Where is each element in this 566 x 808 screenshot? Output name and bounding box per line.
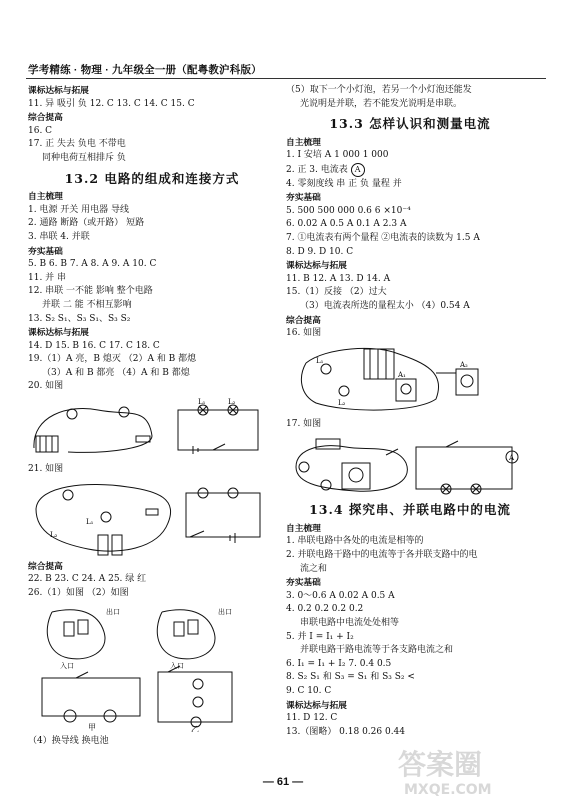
section-label: 课标达标与拓展 (286, 699, 347, 710)
section-label: 课标达标与拓展 (28, 327, 89, 338)
entry-label: 入口 (60, 662, 74, 671)
answer-line: 串联电路中电流处处相等 (300, 618, 400, 629)
left-column (28, 84, 276, 749)
answer-line: （3）电流表所选的量程太小 （4）0.54 A (300, 300, 470, 311)
answer-line: 11. 异 吸引 负 12. C 13. C 14. C 15. C (28, 98, 195, 109)
answer-text: 2. 正 3. 电流表 (286, 164, 348, 175)
answer-line: 20. 如图 (28, 381, 64, 392)
svg-text:L₁: L₁ (316, 356, 324, 365)
section-label: 自主梳理 (28, 191, 63, 202)
answer-line: 并联 二 能 不相互影响 (42, 299, 132, 310)
section-label: 综合提高 (286, 314, 321, 325)
svg-text:A₁: A₁ (398, 370, 406, 379)
answer-line: 2. 并联电路干路中的电流等于各并联支路中的电 (286, 550, 478, 561)
answer-line: 14. D 15. B 16. C 17. C 18. C (28, 340, 160, 351)
figure-caption-jia: 甲 (88, 723, 96, 733)
answer-line: 13. S₂ S₁、S₃ S₁、S₃ S₂ (28, 313, 131, 324)
answer-line: 1. 电源 开关 用电器 导线 (28, 204, 130, 215)
entry-label: 入口 (170, 662, 184, 671)
watermark-logo (394, 742, 544, 798)
answer-line: 19.（1）A 亮，B 熄灭 （2）A 和 B 都熄 (28, 354, 197, 365)
right-column (286, 84, 534, 739)
answer-line: 12. 串联 一不能 影响 整个电路 (28, 286, 153, 297)
answer-line: 8. D 9. D 10. C (286, 246, 354, 257)
answer-line: 16. 如图 (286, 328, 322, 339)
svg-text:L₁: L₁ (86, 517, 94, 526)
section-heading-13-3: 13.3 怎样认识和测量电流 (329, 116, 491, 132)
answer-line: 17. 如图 (286, 418, 322, 429)
answer-line: 15.（1）反接 （2）过大 (286, 287, 387, 298)
svg-text:答案圈: 答案圈 (398, 748, 483, 781)
answer-line: 同种电荷互相排斥 负 (42, 152, 126, 163)
section-heading-13-4: 13.4 探究串、并联电路中的电流 (309, 502, 511, 518)
figure-caption-yi: 乙 (191, 725, 199, 733)
section-label: 课标达标与拓展 (286, 260, 347, 271)
answer-line: 1. 串联电路中各处的电流是相等的 (286, 536, 424, 547)
page-header: 学考精练 · 物理 · 九年级全一册（配粤教沪科版） (28, 64, 262, 76)
answer-line: 13.（图略） 0.18 0.26 0.44 (286, 726, 406, 737)
circuit-figure-16 (286, 343, 526, 415)
svg-text:L₂: L₂ (50, 530, 58, 539)
answer-line: 9. C 10. C (286, 686, 332, 696)
section-label: 夯实基础 (286, 577, 321, 588)
answer-line: 1. I 安培 A 1 000 1 000 (286, 150, 389, 161)
circuit-figure-21 (28, 479, 268, 557)
answer-line: 8. S₂ S₁ 和 S₃ = S₁ 和 S₃ S₂ < (286, 672, 415, 683)
answer-line: 16. C (28, 125, 53, 136)
answer-line: 流之和 (300, 563, 328, 574)
section-label: 自主梳理 (286, 136, 321, 147)
svg-text:MXQE.COM: MXQE.COM (404, 782, 492, 798)
svg-text:A: A (509, 454, 515, 463)
svg-text:L₁: L₁ (198, 398, 206, 407)
section-label: 综合提高 (28, 560, 63, 571)
ammeter-symbol-icon: A (351, 163, 365, 177)
section-label: 综合提高 (28, 112, 63, 123)
answer-line: 3. 串联 4. 并联 (28, 231, 90, 242)
exit-label: 出口 (218, 608, 232, 617)
answer-line: 4. 0.2 0.2 0.2 0.2 (286, 604, 364, 615)
answer-line: 11. D 12. C (286, 713, 338, 724)
answer-line: 并联电路干路电流等于各支路电流之和 (300, 645, 454, 656)
answer-line: 17. 正 失去 负电 不带电 (28, 139, 126, 150)
answer-line: 5. 并 I = I₁ + I₂ (286, 631, 354, 642)
circuit-figure-17 (286, 433, 526, 497)
answer-line: 7. ①电流表有两个量程 ②电流表的读数为 1.5 A (286, 232, 480, 243)
header-rule (26, 78, 546, 79)
answer-line: 光说明是并联，若不能发光说明是串联。 (300, 98, 463, 109)
answer-line: （4）换导线 换电池 (28, 736, 109, 747)
answer-line: 11. B 12. A 13. D 14. A (286, 273, 391, 284)
section-label: 夯实基础 (286, 192, 321, 203)
section-heading-13-2: 13.2 电路的组成和连接方式 (64, 170, 240, 186)
answer-line: 5. 500 500 000 0.6 6 ×10⁻⁴ (286, 205, 411, 216)
answer-line: （5）取下一个小灯泡，若另一个小灯泡还能发 (286, 85, 472, 95)
answer-line: 22. B 23. C 24. A 25. 绿 红 (28, 574, 147, 585)
section-label: 自主梳理 (286, 522, 321, 533)
answer-line: 6. I₁ = I₁ + I₂ 7. 0.4 0.5 (286, 658, 392, 669)
answer-line: 26.（1）如图 （2）如图 (28, 587, 129, 598)
page-number: — 61 — (262, 776, 304, 788)
answer-line: 3. 0～0.6 A 0.02 A 0.5 A (286, 590, 395, 601)
svg-text:L₂: L₂ (338, 398, 346, 407)
answer-line: （3）A 和 B 都亮 （4）A 和 B 都熄 (42, 367, 190, 378)
section-label: 课标达标与拓展 (28, 85, 89, 95)
section-label: 夯实基础 (28, 245, 63, 256)
answer-line: 5. B 6. B 7. A 8. A 9. A 10. C (28, 259, 157, 270)
answer-line: 21. 如图 (28, 464, 64, 475)
circuit-figure-20 (28, 396, 268, 460)
circuit-figure-26 (28, 602, 268, 732)
svg-text:A₂: A₂ (460, 360, 468, 369)
answer-line: 2. 通路 断路（或开路） 短路 (28, 218, 145, 229)
exit-label: 出口 (106, 608, 120, 617)
answer-line: 4. 零刻度线 串 正 负 量程 并 (286, 178, 402, 189)
answer-line: 6. 0.02 A 0.5 A 0.1 A 2.3 A (286, 219, 407, 230)
answer-line: 11. 并 串 (28, 272, 67, 283)
svg-text:L₂: L₂ (228, 398, 236, 407)
answer-line (286, 163, 534, 178)
